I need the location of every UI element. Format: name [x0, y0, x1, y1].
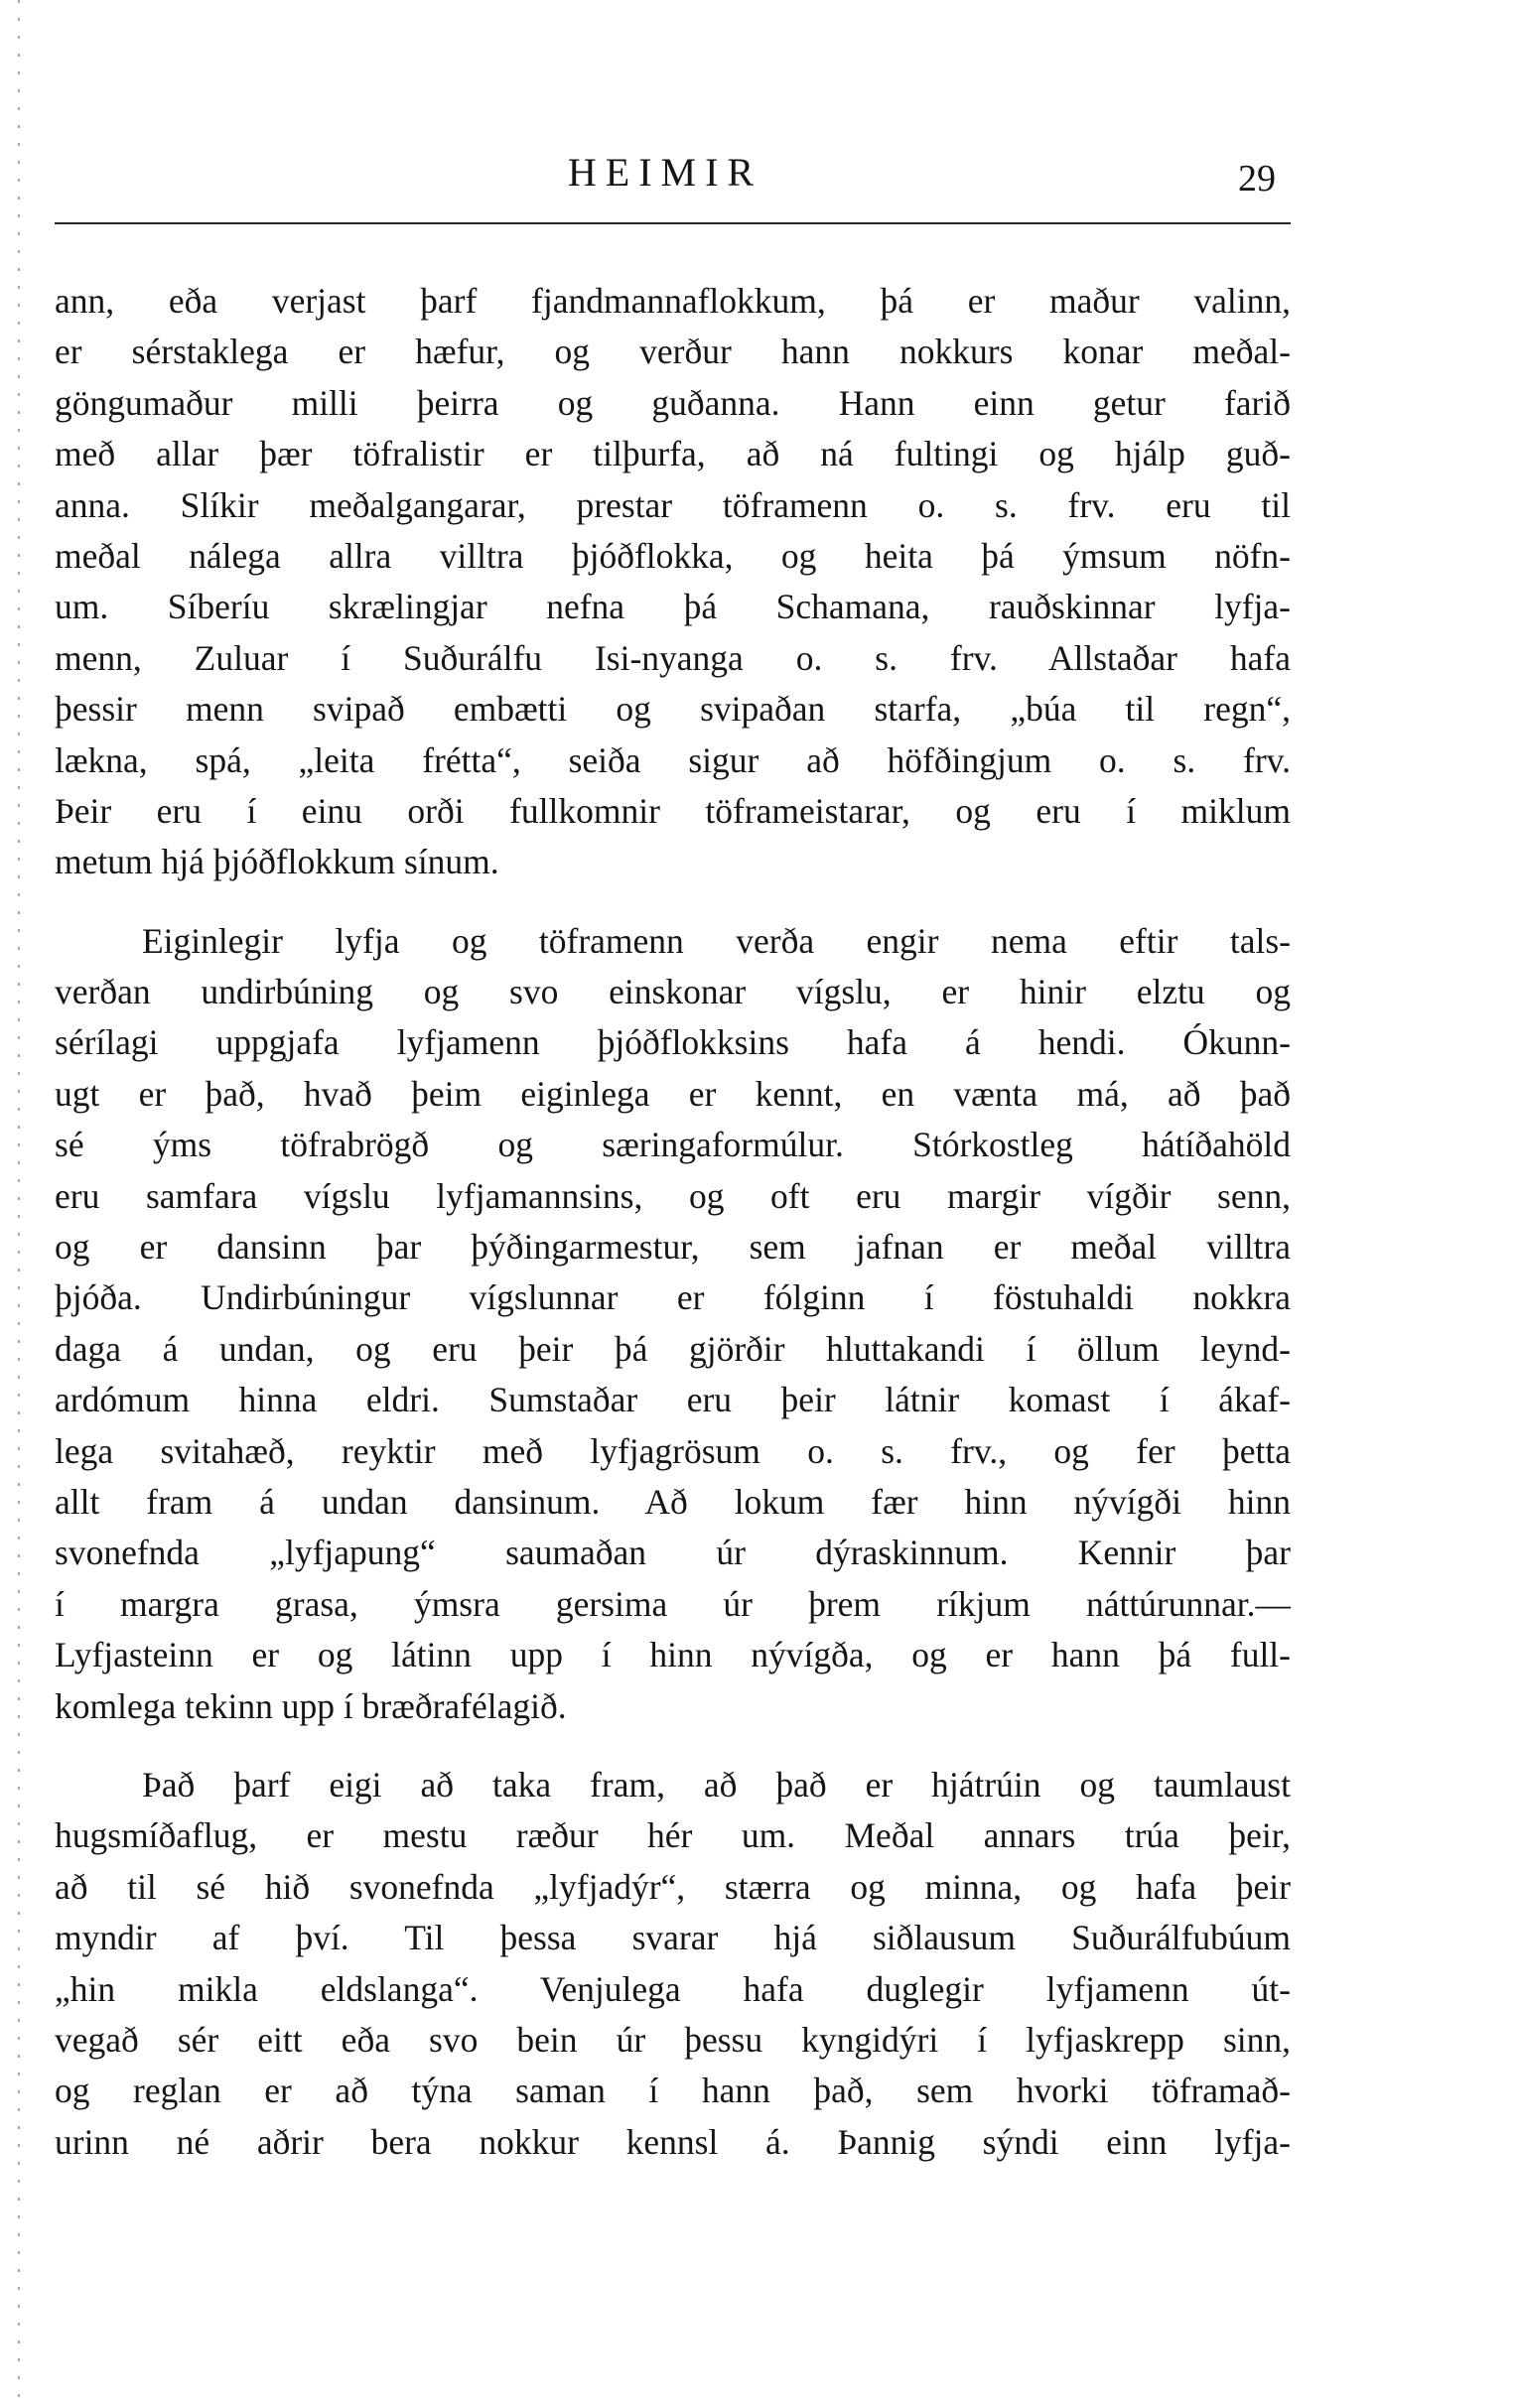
text-line: myndir af því. Til þessa svarar hjá siðlausum Suðurálfubúum	[55, 1918, 1291, 1958]
text-line: Það þarf eigi að taka fram, að það er hjátrúin og taumlaust	[142, 1764, 1291, 1805]
text-line: komlega tekinn upp í bræðrafélagið.	[55, 1685, 567, 1726]
text-line: Eiginlegir lyfja og töframenn verða engir nema eftir tals-	[142, 920, 1291, 961]
text-line: og reglan er að týna saman í hann það, sem hvorki töframað-	[55, 2071, 1291, 2111]
text-line: lækna, spá, „leita frétta“, seiða sigur að höfðingjum o. s. frv.	[55, 739, 1291, 780]
text-line: eru samfara vígslu lyfjamannsins, og oft eru margir vígðir senn,	[55, 1175, 1291, 1216]
text-line: sé ýms töfrabrögð og særingaformúlur. Stórkostleg hátíðahöld	[55, 1125, 1291, 1165]
text-line: vegað sér eitt eða svo bein úr þessu kyngidýri í lyfjaskrepp sinn,	[55, 2019, 1291, 2060]
text-line: ann, eða verjast þarf fjandmannaflokkum, þá er maður valinn,	[55, 281, 1291, 321]
running-header	[55, 149, 1276, 208]
paragraph	[55, 1760, 1291, 2168]
text-line: ugt er það, hvað þeim eiginlega er kennt, en vænta má, að það	[55, 1073, 1291, 1114]
text-line: er sérstaklega er hæfur, og verður hann nokkurs konar meðal-	[55, 332, 1291, 372]
text-line: í margra grasa, ýmsra gersima úr þrem ríkjum náttúrunnar.—	[55, 1583, 1291, 1624]
text-line: metum hjá þjóðflokkum sínum.	[55, 842, 499, 882]
text-line: hugsmíðaflug, er mestu ræður hér um. Meðal annars trúa þeir,	[55, 1815, 1291, 1856]
text-line: Lyfjasteinn er og látinn upp í hinn nývígða, og er hann þá full-	[55, 1635, 1291, 1675]
text-line: og er dansinn þar þýðingarmestur, sem jafnan er meðal villtra	[55, 1227, 1291, 1268]
text-line: með allar þær töfralistir er tilþurfa, að ná fultingi og hjálp guð-	[55, 434, 1291, 474]
text-line: daga á undan, og eru þeir þá gjörðir hluttakandi í öllum leynd-	[55, 1328, 1291, 1369]
text-line: að til sé hið svonefnda „lyfjadýr“, stærra og minna, og hafa þeir	[55, 1866, 1291, 1907]
text-line: meðal nálega allra villtra þjóðflokka, og heita þá ýmsum nöfn-	[55, 535, 1291, 576]
text-line: verðan undirbúning og svo einskonar vígslu, er hinir elztu og	[55, 972, 1291, 1012]
text-line: anna. Slíkir meðalgangarar, prestar töframenn o. s. frv. eru til	[55, 484, 1291, 525]
text-line: lega svitahæð, reyktir með lyfjagrösum o. s. frv., og fer þetta	[55, 1430, 1291, 1471]
text-line: Þeir eru í einu orði fullkomnir töframeistarar, og eru í miklum	[55, 790, 1291, 831]
text-line: sérílagi uppgjafa lyfjamenn þjóðflokksins hafa á hendi. Ókunn-	[55, 1022, 1291, 1063]
page-number: 29	[1238, 158, 1276, 200]
paragraph	[55, 916, 1291, 1732]
running-title: HEIMIR	[567, 150, 763, 195]
text-line: „hin mikla eldslanga“. Venjulega hafa duglegir lyfjamenn út-	[55, 1968, 1291, 2009]
text-line: um. Síberíu skrælingjar nefna þá Schamana, rauðskinnar lyfja-	[55, 587, 1291, 627]
paragraph	[55, 276, 1291, 888]
paragraph-spacer	[55, 888, 1291, 916]
text-line: þjóða. Undirbúningur vígslunnar er fólginn í föstuhaldi nokkra	[55, 1277, 1291, 1318]
text-line: þessir menn svipað embætti og svipaðan starfa, „búa til regn“,	[55, 689, 1291, 730]
text-line: göngumaður milli þeirra og guðanna. Hann einn getur farið	[55, 382, 1291, 423]
text-line: menn, Zuluar í Suðurálfu Isi-nyanga o. s. frv. Allstaðar hafa	[55, 637, 1291, 678]
text-line: ardómum hinna eldri. Sumstaðar eru þeir látnir komast í ákaf-	[55, 1380, 1291, 1420]
text-line: urinn né aðrir bera nokkur kennsl á. Þannig sýndi einn lyfja-	[55, 2121, 1291, 2162]
header-rule	[55, 222, 1291, 224]
body-text	[55, 276, 1291, 2168]
text-line: allt fram á undan dansinum. Að lokum fær hinn nývígði hinn	[55, 1481, 1291, 1522]
text-line: svonefnda „lyfjapung“ saumaðan úr dýraskinnum. Kennir þar	[55, 1533, 1291, 1573]
paragraph-spacer	[55, 1732, 1291, 1760]
binding-edge	[18, 0, 20, 2408]
